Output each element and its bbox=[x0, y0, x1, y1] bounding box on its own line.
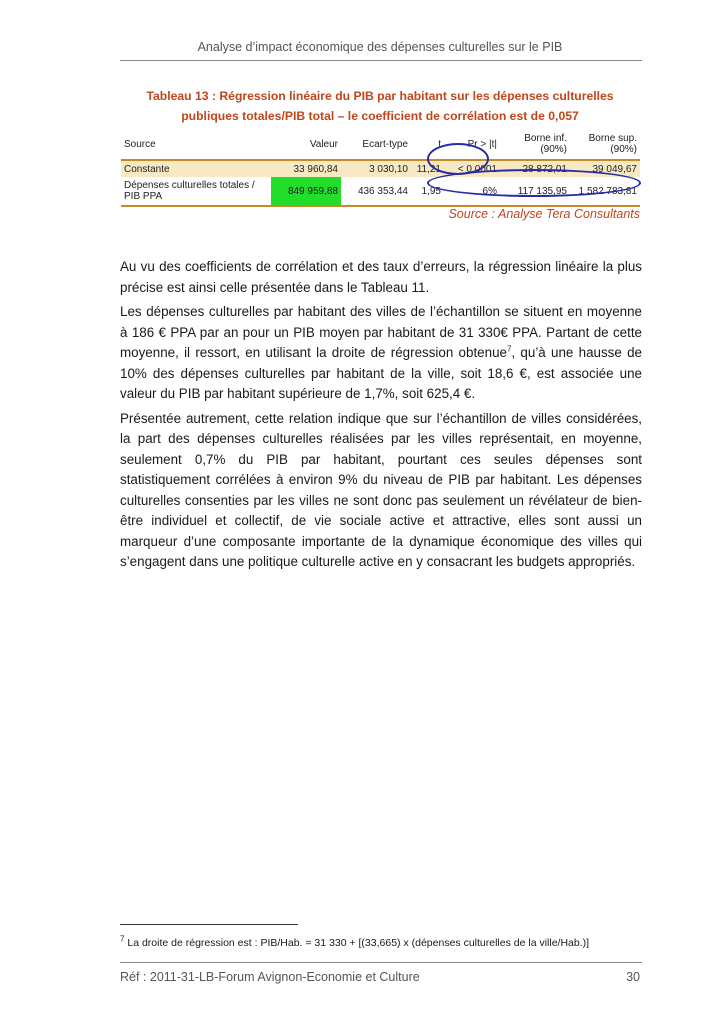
table-cell: Dépenses culturelles totales / PIB PPA bbox=[121, 177, 271, 206]
body-text bbox=[120, 257, 642, 577]
table-cell: 39 049,67 bbox=[570, 160, 640, 177]
table-cell: < 0,0001 bbox=[444, 160, 500, 177]
footer-rule bbox=[120, 962, 642, 963]
col-header-source: Source bbox=[121, 130, 271, 160]
paragraph-1: Au vu des coefficients de corrélation et des taux d’erreurs, la régression linéaire la plus précise est ainsi celle présentée dans le Tableau 11. bbox=[120, 259, 642, 295]
col-header-borne-inf: Borne inf. (90%) bbox=[500, 130, 570, 160]
table-cell: 3 030,10 bbox=[341, 160, 411, 177]
page-number: 30 bbox=[626, 970, 640, 984]
footnote-number: 7 bbox=[120, 934, 125, 944]
caption-line-2: publiques totales/PIB total – le coefficient de corrélation est de 0,057 bbox=[181, 109, 579, 123]
paragraph-2-part-1: Les dépenses culturelles par habitant des villes de l’échantillon se situent en moyenne à 186 € PPA par an pour un PIB moyen par habitant de 31 330€ PPA. Partant de cette moyenne, il ressort, en utilisant la droite de régression obtenue bbox=[120, 304, 642, 360]
footnote-text: La droite de régression est : PIB/Hab. = 31 330 + [(33,665) x (dépenses culturelles de la ville/Hab.)] bbox=[124, 937, 590, 949]
table-cell: 33 960,84 bbox=[271, 160, 341, 177]
source-note: Source : Analyse Tera Consultants bbox=[448, 207, 640, 221]
paragraph-2-part-2: , qu’à une hausse de 10% des dépenses culturelles par habitant de la ville, soit 18,6 €, est associée une valeur du PIB par habitant supérieure de 1,7%, soit 625,4 €. bbox=[120, 345, 642, 401]
col-header-borne-sup: Borne sup. (90%) bbox=[570, 130, 640, 160]
table-header-row bbox=[121, 130, 640, 160]
highlighted-cell: 849 959,88 bbox=[271, 177, 341, 206]
table-cell: 6% bbox=[444, 177, 500, 206]
table-caption bbox=[130, 86, 630, 126]
paragraph-2 bbox=[120, 302, 642, 405]
footnote-ref[interactable]: 7 bbox=[506, 344, 512, 354]
table-cell: 117 135,95 bbox=[500, 177, 570, 206]
table-cell: 436 353,44 bbox=[341, 177, 411, 206]
footnote bbox=[120, 934, 642, 949]
table-cell: 11,21 bbox=[411, 160, 444, 177]
col-header-t: t bbox=[411, 130, 444, 160]
paragraph-3: Présentée autrement, cette relation indique que sur l’échantillon de villes considérées, la part des dépenses culturelles réalisées par les villes représentait, en moyenne, seulement 0,7% du PIB par habitant, pourtant ces seules dépenses sont statistiquement corrélées à environ 9% du niveau de PIB par habitant. Les dépenses culturelles consenties par les villes ne sont donc pas seulement un révélateur de bien-être individuel et collectif, de vie sociale active et attractive, elles sont aussi un marqueur d’une composante importante de la dynamique économique des villes qui s’engagent dans une politique culturelle active en y consacrant les budgets appropriés. bbox=[120, 410, 642, 569]
col-header-valeur: Valeur bbox=[271, 130, 341, 160]
footer-reference: Réf : 2011-31-LB-Forum Avignon-Economie et Culture bbox=[120, 970, 420, 984]
footnote-rule bbox=[120, 924, 298, 925]
table-cell: 1 582 783,81 bbox=[570, 177, 640, 206]
col-header-ecart-type: Ecart-type bbox=[341, 130, 411, 160]
col-header-pr: Pr > |t| bbox=[444, 130, 500, 160]
annotation-ellipse-bounds bbox=[427, 169, 641, 197]
table-cell: Constante bbox=[121, 160, 271, 177]
header-rule bbox=[120, 60, 642, 61]
caption-line-1: Tableau 13 : Régression linéaire du PIB par habitant sur les dépenses culturelles bbox=[146, 89, 614, 103]
page-header: Analyse d’impact économique des dépenses culturelles sur le PIB bbox=[197, 40, 563, 54]
table-cell: 1,95 bbox=[411, 177, 444, 206]
table-cell: 28 872,01 bbox=[500, 160, 570, 177]
